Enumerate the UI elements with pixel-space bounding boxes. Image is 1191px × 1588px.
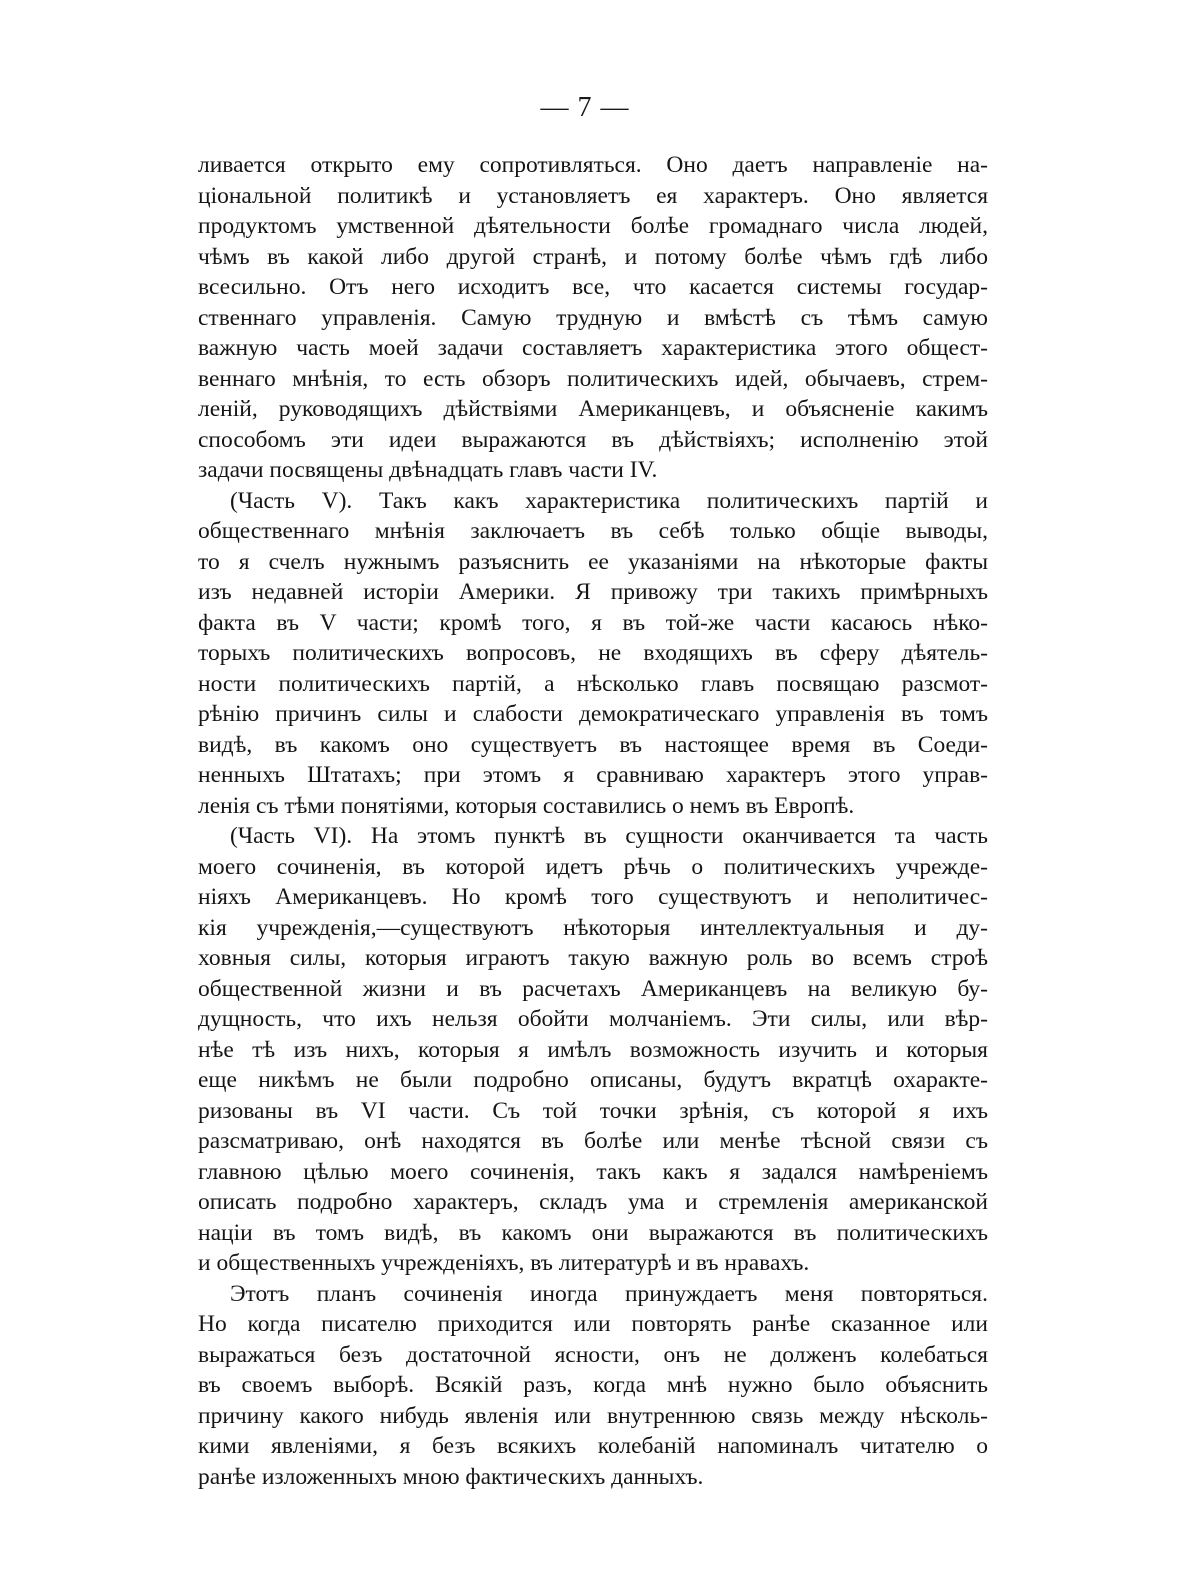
text-line: описать подробно характеръ, складъ ума и стремленія американской <box>198 1189 988 1215</box>
text-line: ховныя силы, которыя играютъ такую важную роль во всемъ строѣ <box>198 945 988 971</box>
text-line: націи въ томъ видѣ, въ какомъ они выражаются въ политическихъ <box>198 1219 988 1246</box>
text-line: ціональной политикѣ и установляетъ ея характеръ. Оно является <box>198 182 988 209</box>
paragraph <box>198 1279 988 1493</box>
text-line: важную часть моей задачи составляетъ характеристика этого общест- <box>198 335 988 361</box>
text-line: кими явленіями, я безъ всякихъ колебаній напоминалъ читателю о <box>198 1433 988 1459</box>
text-line: причину какого нибудь явленія или внутреннюю связь между нѣсколь- <box>198 1402 988 1429</box>
page-number: — 7 — <box>540 92 630 123</box>
text-line: чѣмъ въ какой либо другой странѣ, и потому болѣе чѣмъ гдѣ либо <box>198 243 988 270</box>
text-line: въ своемъ выборѣ. Всякій разъ, когда мнѣ нужно было объяснить <box>198 1372 988 1398</box>
text-line: разсматриваю, онѣ находятся въ болѣе или менѣе тѣсной связи съ <box>198 1128 988 1154</box>
text-line: ности политическихъ партій, а нѣсколько главъ посвящаю разсмот- <box>198 670 988 697</box>
text-line: ранѣе изложенныхъ мною фактическихъ данныхъ. <box>198 1463 704 1490</box>
text-line: ніяхъ Американцевъ. Но кромѣ того существуютъ и неполитичес- <box>198 884 988 910</box>
text-line: Но когда писателю приходится или повторять ранѣе сказанное или <box>198 1311 988 1337</box>
paragraph <box>198 150 988 486</box>
text-line: ливается открыто ему сопротивляться. Оно даетъ направленіе на- <box>198 152 988 178</box>
text-line: веннаго мнѣнія, то есть обзоръ политическихъ идей, обычаевъ, стрем- <box>198 365 988 392</box>
text-line: (Часть VI). На этомъ пунктѣ въ сущности оканчивается та часть <box>230 823 988 849</box>
text-line: всесильно. Отъ него исходитъ все, что касается системы государ- <box>198 274 988 300</box>
text-line: общественной жизни и въ расчетахъ Американцевъ на великую бу- <box>198 975 988 1002</box>
text-line: и общественныхъ учрежденіяхъ, въ литературѣ и въ нравахъ. <box>198 1250 810 1276</box>
text-line: задачи посвящены двѣнадцать главъ части IV. <box>198 457 658 483</box>
text-line: выражаться безъ достаточной ясности, онъ не долженъ колебаться <box>198 1341 988 1368</box>
text-line: моего сочиненія, въ которой идетъ рѣчь о политическихъ учрежде- <box>198 853 988 880</box>
text-line: ризованы въ VI части. Съ той точки зрѣнія, съ которой я ихъ <box>198 1097 988 1124</box>
text-line: леній, руководящихъ дѣйствіями Американцевъ, и объясненіе какимъ <box>198 396 988 422</box>
text-line: общественнаго мнѣнія заключаетъ въ себѣ только общіе выводы, <box>198 518 988 544</box>
text-line: изъ недавней исторіи Америки. Я привожу три такихъ примѣрныхъ <box>198 579 988 605</box>
text-line: ственнаго управленія. Самую трудную и вмѣстѣ съ тѣмъ самую <box>198 304 988 331</box>
text-line: видѣ, въ какомъ оно существуетъ въ настоящее время въ Соеди- <box>198 731 988 758</box>
text-line: дущность, что ихъ нельзя обойти молчаніемъ. Эти силы, или вѣр- <box>198 1006 988 1032</box>
paragraph <box>198 486 988 822</box>
text-line: рѣнію причинъ силы и слабости демократическаго управленія въ томъ <box>198 701 988 727</box>
text-line: ленія съ тѣми понятіями, которыя составились о немъ въ Европѣ. <box>198 792 855 819</box>
text-line: еще никѣмъ не были подробно описаны, будутъ вкратцѣ охаракте- <box>198 1067 988 1093</box>
text-line: то я счелъ нужнымъ разъяснить ее указаніями на нѣкоторые факты <box>198 548 988 575</box>
text-line: ненныхъ Штатахъ; при этомъ я сравниваю характеръ этого управ- <box>198 762 988 788</box>
text-line: главною цѣлью моего сочиненія, такъ какъ я задался намѣреніемъ <box>198 1158 988 1185</box>
text-line: нѣе тѣ изъ нихъ, которыя я имѣлъ возможность изучить и которыя <box>198 1036 988 1063</box>
text-line: способомъ эти идеи выражаются въ дѣйствіяхъ; исполненію этой <box>198 426 988 453</box>
text-line: кія учрежденія,—существуютъ нѣкоторыя интеллектуальныя и ду- <box>198 914 988 941</box>
text-line: (Часть V). Такъ какъ характеристика политическихъ партій и <box>230 487 988 514</box>
text-line: продуктомъ умственной дѣятельности болѣе громаднаго числа людей, <box>198 213 988 239</box>
text-line: Этотъ планъ сочиненія иногда принуждаетъ меня повторяться. <box>230 1280 988 1307</box>
text-line: торыхъ политическихъ вопросовъ, не входящихъ въ сферу дѣятель- <box>198 640 988 666</box>
text-line: факта въ V части; кромѣ того, я въ той-же части касаюсь нѣко- <box>198 609 988 636</box>
body-text <box>198 150 988 1492</box>
paragraph <box>198 821 988 1279</box>
